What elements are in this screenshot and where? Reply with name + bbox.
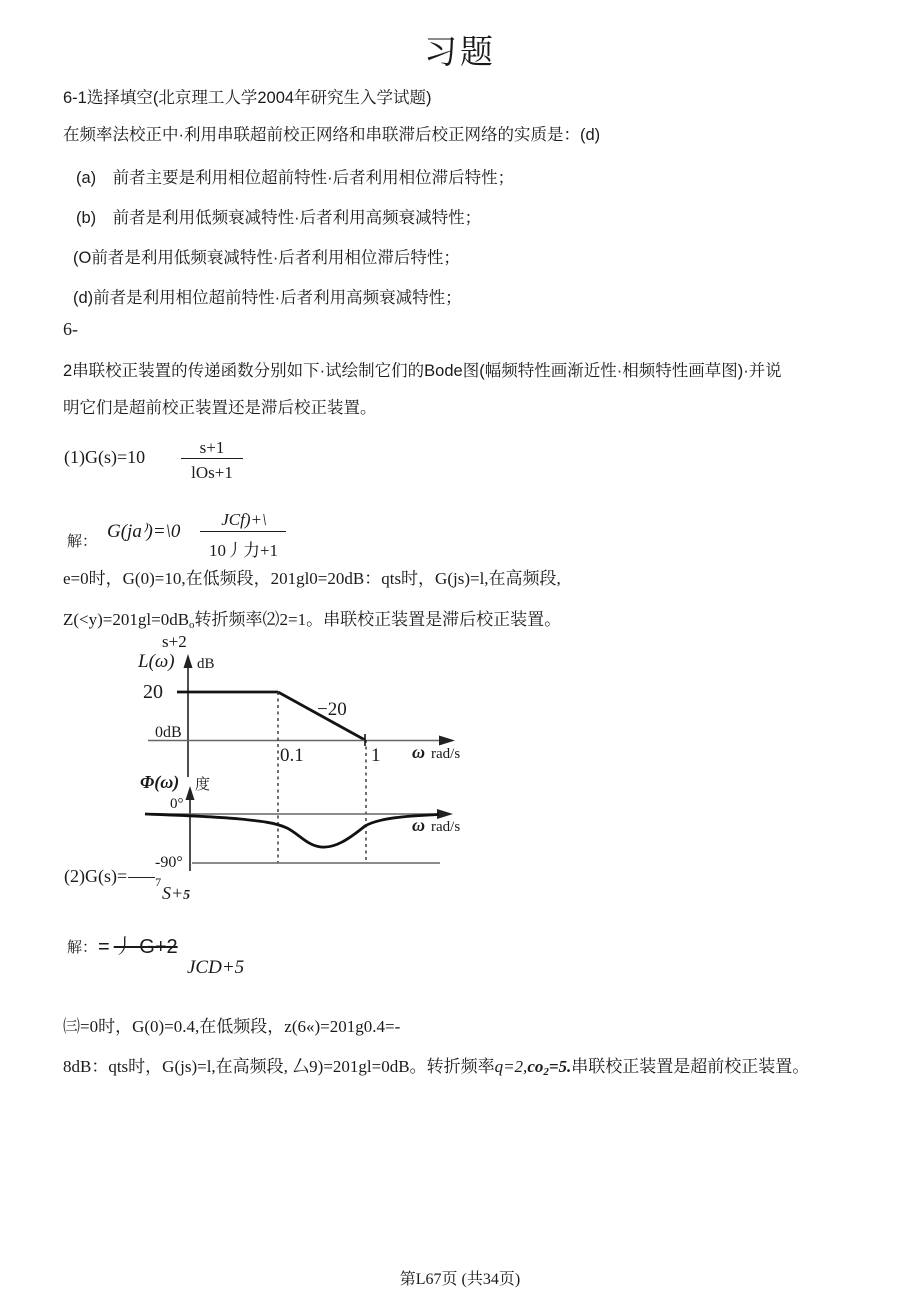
x-tick-1: 1 xyxy=(371,745,381,766)
magnitude-rads-label: rad/s xyxy=(431,746,461,762)
phase-rads-label: rad/s xyxy=(431,819,461,835)
q62-part2-analysis-line1: ㈢=0时，G(0)=0.4,在低频段，z(6«)=201g0.4=- xyxy=(63,1017,401,1036)
q61-heading: 6-1选择填空(北京理工人学2004年研究生入学试题) xyxy=(63,89,432,107)
q62-part1-fraction-denominator: lOs+1 xyxy=(191,463,233,482)
slope-label: −20 xyxy=(317,699,347,720)
phase-unit-label: 度 xyxy=(195,777,211,793)
p2-analysis2-bold-sub: 2 xyxy=(543,1066,549,1078)
q62-part1-fraction-numerator: s+1 xyxy=(199,438,225,457)
q62-intro-line2: 明它们是超前校正装置还是滞后校正装置。 xyxy=(63,399,377,417)
q62-part2-denominator xyxy=(162,883,190,904)
q62-part1-solution-lhs: G(ja⁾)=\0 xyxy=(107,521,181,542)
q61-option-b: (b) 前者是利用低频衰减特性·后者利用高频衰减特性； xyxy=(76,209,482,227)
q62-part1-analysis-line2 xyxy=(63,605,561,631)
part2-den-main: S+ xyxy=(162,883,184,903)
q62-intro-line1: 2串联校正装置的传递函数分别如下·试绘制它们的Bode图(幅频特性画渐近性·相频特性画草图)·并说 xyxy=(63,362,782,380)
phase-tick-m90: -90° xyxy=(155,854,183,871)
p2-analysis2-end: 串联校正装置是超前校正装置。 xyxy=(571,1057,810,1076)
page-footer: 第L67页 (共34页) xyxy=(399,1271,521,1288)
phase-tick-0: 0° xyxy=(170,796,184,812)
part2-den-bold: 5 xyxy=(183,888,191,903)
part2-sol-struck-text: 丿 G+2 xyxy=(113,936,178,958)
analysis2-subscript: o xyxy=(189,619,195,631)
phase-y-axis-arrow-icon xyxy=(186,786,195,800)
p2-analysis2-bold: co xyxy=(527,1057,544,1076)
phase-axis-label: Φ(ω) xyxy=(140,772,180,792)
magnitude-omega-label: ω xyxy=(412,742,426,762)
phase-omega-label: ω xyxy=(412,815,426,835)
phase-curve xyxy=(145,814,439,847)
q61-option-c: (O前者是利用低频衰减特性·后者利用相位滞后特性； xyxy=(73,249,460,267)
q62-part1-analysis-line1: e=0时，G(0)=10,在低频段，201gl0=20dB：qts时，G(js)=l,在高频段, xyxy=(63,569,561,588)
bode-figure xyxy=(135,630,475,910)
magnitude-y-axis-arrow-icon xyxy=(184,654,193,668)
p2-analysis2-pre: 8dB：qts时，G(js)=l,在高频段, 厶9)=201gl=0dB。转折频率 xyxy=(63,1057,495,1076)
magnitude-tick-20: 20 xyxy=(143,681,163,703)
q62-part2-transfer-function xyxy=(64,866,161,890)
q62-part2-analysis-line2 xyxy=(63,1052,809,1078)
magnitude-tick-0db: 0dB xyxy=(155,724,182,741)
part2-sol-equals: = xyxy=(98,936,110,958)
analysis2-post: 转折频率⑵2=1。串联校正装置是滞后校正装置。 xyxy=(194,610,562,629)
page-title: 习题 xyxy=(424,33,496,70)
q62-part1-solution-denominator: 10丿力+1 xyxy=(208,541,279,560)
q62-part2-solution-label: 解： xyxy=(67,940,98,956)
q61-option-a: (a) 前者主要是利用相位超前特性·后者利用相位滞后特性； xyxy=(76,169,515,187)
part2-lhs: (2)G(s)= xyxy=(64,866,128,886)
q61-option-d: (d)前者是利用相位超前特性·后者利用高频衰减特性； xyxy=(73,289,462,307)
magnitude-x-axis-arrow-icon xyxy=(439,736,455,746)
stray-numerator-label: s+2 xyxy=(162,632,187,651)
q62-part2-solution-denominator: JCD+5 xyxy=(187,957,245,978)
q62-part1-solution-label: 解： xyxy=(67,534,98,550)
phase-x-axis-arrow-icon xyxy=(437,809,453,819)
q62-part2-solution-numerator xyxy=(98,930,178,959)
analysis2-pre: Z(<y)=201gl=0dB xyxy=(63,610,190,629)
magnitude-unit-label: dB xyxy=(197,656,215,672)
q62-part1-transfer-function-lhs: (1)G(s)=10 xyxy=(64,447,146,467)
q62-part1-solution-fraction-bar xyxy=(200,531,286,532)
q62-part1-fraction-bar xyxy=(181,458,243,459)
p2-analysis2-italic: q=2, xyxy=(494,1057,528,1076)
part2-fraction-bar xyxy=(128,877,155,878)
part2-lhs-subscript: 7 xyxy=(155,875,162,889)
magnitude-axis-label: L(ω) xyxy=(138,651,175,672)
q62-part1-solution-numerator: JCf)+\ xyxy=(221,510,267,529)
x-tick-01: 0.1 xyxy=(280,745,304,766)
q62-number-prefix: 6- xyxy=(63,319,78,339)
p2-analysis2-bold-post: =5. xyxy=(548,1057,572,1076)
q61-stem: 在频率法校正中·利用串联超前校正网络和串联滞后校正网络的实质是：(d) xyxy=(63,126,601,144)
